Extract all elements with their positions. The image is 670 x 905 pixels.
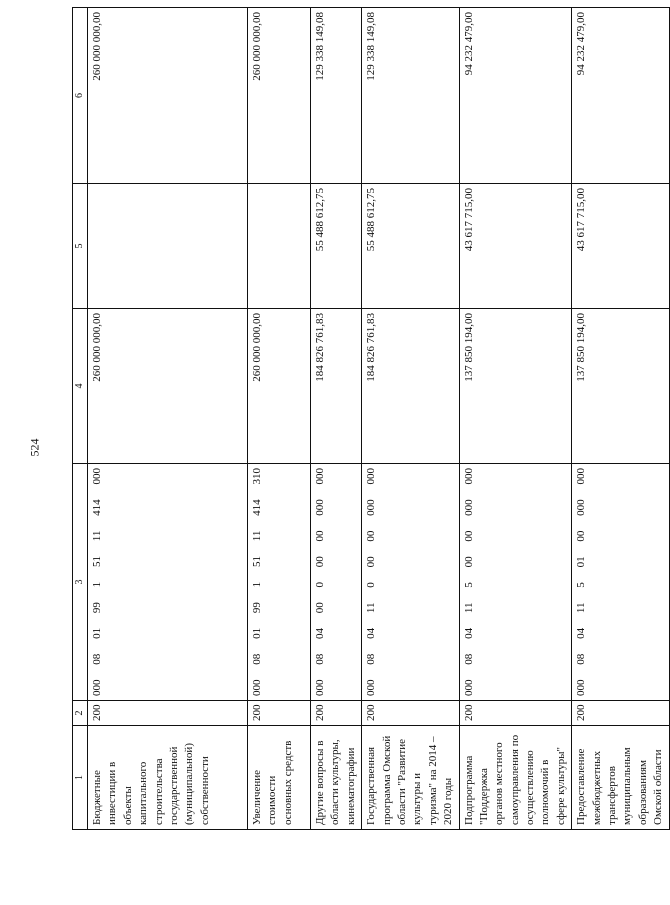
- code-segment: 99: [251, 602, 263, 614]
- row-code-2: 200: [572, 701, 669, 726]
- row-value-5: 43 617 715,00: [459, 184, 572, 309]
- code-segment: 99: [91, 602, 103, 614]
- code-segment: 000: [365, 468, 378, 485]
- code-segment: 00: [314, 602, 326, 614]
- row-name: Бюджетные инвестиции в объекты капитального строительства государственной (муниципальной) собственности: [88, 726, 248, 830]
- table-row: [311, 8, 362, 830]
- table-row: [88, 8, 248, 830]
- row-code-2: 200: [248, 701, 311, 726]
- code-segment: 00: [365, 530, 378, 542]
- row-code-2: 200: [459, 701, 572, 726]
- row-value-6: 129 338 149,08: [362, 8, 459, 184]
- row-name: Другие вопросы в области культуры, кинематографии: [311, 726, 362, 830]
- header-row: [73, 8, 88, 830]
- row-name: Увеличение стоимости основных средств: [248, 726, 311, 830]
- code-segment: 11: [575, 602, 588, 614]
- code-segment: 11: [462, 602, 475, 614]
- row-name: Государственная программа Омской области "Развитие культуры и туризма" на 2014 – 2020 годы: [362, 726, 459, 830]
- row-value-6: 94 232 479,00: [459, 8, 572, 184]
- code-segment: 00: [314, 556, 326, 568]
- row-value-6: 260 000 000,00: [88, 8, 248, 184]
- code-segment: 00: [462, 530, 475, 542]
- code-segment: 08: [462, 653, 475, 665]
- row-value-5: 43 617 715,00: [572, 184, 669, 309]
- code-segment: 414: [91, 499, 103, 516]
- row-value-6: 94 232 479,00: [572, 8, 669, 184]
- row-value-6: 260 000 000,00: [248, 8, 311, 184]
- code-segment: 000: [251, 679, 263, 696]
- code-segment: 00: [365, 556, 378, 568]
- code-segment: 000: [462, 468, 475, 485]
- header-cell: 4: [73, 309, 88, 464]
- code-segment: 11: [251, 530, 263, 542]
- header-cell: 1: [73, 726, 88, 830]
- code-segment: 000: [91, 679, 103, 696]
- row-classification-code: [311, 464, 362, 701]
- code-segment: 000: [462, 499, 475, 516]
- code-segment: 0: [365, 582, 378, 588]
- code-segment: 000: [314, 468, 326, 485]
- code-segment: 414: [251, 499, 263, 516]
- code-segment: 08: [365, 653, 378, 665]
- code-segment: 08: [91, 653, 103, 665]
- code-segment: 11: [91, 530, 103, 542]
- row-value-4: 184 826 761,83: [362, 309, 459, 464]
- code-segment: 51: [251, 556, 263, 568]
- code-segment: 310: [251, 468, 263, 485]
- table-row: [362, 8, 459, 830]
- row-value-5: 55 488 612,75: [311, 184, 362, 309]
- header-cell: 2: [73, 701, 88, 726]
- budget-table-container: [72, 8, 665, 830]
- code-segment: 01: [91, 627, 103, 639]
- code-segment: 000: [462, 679, 475, 696]
- code-segment: 000: [314, 679, 326, 696]
- header-cell: 6: [73, 8, 88, 184]
- code-segment: 000: [365, 499, 378, 516]
- code-segment: 00: [314, 530, 326, 542]
- code-segment: 11: [365, 602, 378, 614]
- header-cell: 5: [73, 184, 88, 309]
- table-row: [248, 8, 311, 830]
- code-segment: 04: [365, 627, 378, 639]
- code-segment: 1: [251, 581, 263, 588]
- budget-table: [72, 7, 670, 830]
- code-segment: 04: [575, 627, 588, 639]
- code-segment: 000: [575, 468, 588, 485]
- table-row: [459, 8, 572, 830]
- code-segment: 00: [462, 556, 475, 568]
- row-value-5: 55 488 612,75: [362, 184, 459, 309]
- code-segment: 5: [462, 582, 475, 588]
- row-code-2: 200: [311, 701, 362, 726]
- code-segment: 08: [251, 653, 263, 665]
- row-value-5: [88, 184, 248, 309]
- code-segment: 0: [314, 582, 326, 588]
- code-segment: 04: [314, 628, 326, 639]
- code-segment: 000: [91, 468, 103, 485]
- code-segment: 000: [365, 679, 378, 696]
- table-row: [572, 8, 669, 830]
- row-classification-code: [248, 464, 311, 701]
- row-code-2: 200: [362, 701, 459, 726]
- code-segment: 000: [314, 499, 326, 516]
- row-value-4: 137 850 194,00: [459, 309, 572, 464]
- code-segment: 1: [91, 581, 103, 588]
- code-segment: 08: [314, 653, 326, 665]
- code-segment: 00: [575, 530, 588, 542]
- code-segment: 04: [462, 627, 475, 639]
- row-value-4: 137 850 194,00: [572, 309, 669, 464]
- row-classification-code: [362, 464, 459, 701]
- code-segment: 000: [575, 679, 588, 696]
- row-name: Предоставление межбюджетных трансфертов муниципальным образованиям Омской области: [572, 726, 669, 830]
- code-segment: 01: [575, 556, 588, 568]
- row-value-6: 129 338 149,08: [311, 8, 362, 184]
- row-value-4: 260 000 000,00: [88, 309, 248, 464]
- row-value-5: [248, 184, 311, 309]
- code-segment: 08: [575, 653, 588, 665]
- row-value-4: 184 826 761,83: [311, 309, 362, 464]
- code-segment: 51: [91, 556, 103, 568]
- row-name: Подпрограмма "Поддержка органов местного самоуправления по осуществлению полномочий в сфере культуры": [459, 726, 572, 830]
- row-code-2: 200: [88, 701, 248, 726]
- code-segment: 5: [575, 582, 588, 588]
- row-value-4: 260 000 000,00: [248, 309, 311, 464]
- row-classification-code: [459, 464, 572, 701]
- row-classification-code: [572, 464, 669, 701]
- row-classification-code: [88, 464, 248, 701]
- code-segment: 000: [575, 499, 588, 516]
- page-number: 524: [27, 438, 42, 457]
- header-cell: 3: [73, 464, 88, 701]
- code-segment: 01: [251, 627, 263, 639]
